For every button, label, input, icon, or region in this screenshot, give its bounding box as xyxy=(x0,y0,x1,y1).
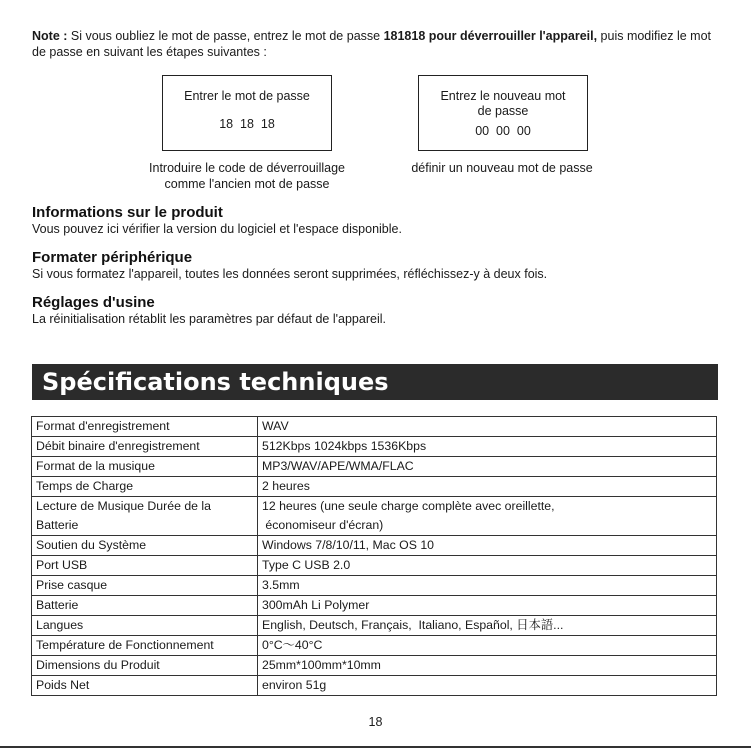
spec-value-line1: 12 heures (une seule charge complète avec oreillette, xyxy=(262,499,555,513)
enter-password-box xyxy=(162,75,332,151)
note-highlight: 181818 pour déverrouiller l'appareil, xyxy=(383,29,598,43)
spec-value: 0°C～40°C xyxy=(258,636,717,656)
spec-label-line2: Batterie xyxy=(36,518,79,532)
spec-label: Format d'enregistrement xyxy=(32,417,258,437)
table-row xyxy=(32,417,717,437)
table-row xyxy=(32,636,717,656)
spec-value-line2: économiseur d'écran) xyxy=(262,518,384,532)
section-title-factory-reset: Réglages d'usine xyxy=(32,294,155,311)
section-title-format: Formater périphérique xyxy=(32,249,193,266)
section-desc-format: Si vous formatez l'appareil, toutes les données seront supprimées, réfléchissez-y à deux fois. xyxy=(32,267,548,281)
spec-table xyxy=(31,416,717,696)
section-desc-factory-reset: La réinitialisation rétablit les paramètres par défaut de l'appareil. xyxy=(32,312,386,326)
spec-value: Windows 7/8/10/11, Mac OS 10 xyxy=(258,536,717,556)
table-row xyxy=(32,576,717,596)
step1-caption: Introduire le code de déverrouillage comme l'ancien mot de passe xyxy=(149,161,345,191)
spec-label: Langues xyxy=(32,616,258,636)
spec-label: Température de Fonctionnement xyxy=(32,636,258,656)
spec-label: Débit binaire d'enregistrement xyxy=(32,437,258,457)
spec-value: Type C USB 2.0 xyxy=(258,556,717,576)
spec-value: environ 51g xyxy=(258,676,717,696)
new-password-box xyxy=(418,75,588,151)
spec-value: English, Deutsch, Français, Italiano, Español, 日本語... xyxy=(258,616,717,636)
spec-value: 3.5mm xyxy=(258,576,717,596)
spec-value: 2 heures xyxy=(258,477,717,497)
new-password-label: Entrez le nouveau mot de passe xyxy=(440,89,566,118)
spec-value: 300mAh Li Polymer xyxy=(258,596,717,616)
specs-banner xyxy=(32,364,718,400)
spec-label: Temps de Charge xyxy=(32,477,258,497)
table-row xyxy=(32,676,717,696)
spec-label: Prise casque xyxy=(32,576,258,596)
table-row xyxy=(32,656,717,676)
spec-label: Soutien du Système xyxy=(32,536,258,556)
bottom-divider xyxy=(0,746,751,748)
spec-label: Format de la musique xyxy=(32,457,258,477)
page-number: 18 xyxy=(368,715,383,729)
table-row xyxy=(32,457,717,477)
section-desc-product-info: Vous pouvez ici vérifier la version du logiciel et l'espace disponible. xyxy=(32,222,402,236)
spec-value xyxy=(258,497,717,536)
spec-value: WAV xyxy=(258,417,717,437)
specs-title: Spécifications techniques xyxy=(42,368,389,396)
spec-label: Poids Net xyxy=(32,676,258,696)
table-row xyxy=(32,477,717,497)
spec-label-line1: Lecture de Musique Durée de la xyxy=(36,499,211,513)
section-title-product-info: Informations sur le produit xyxy=(32,204,223,221)
table-row xyxy=(32,556,717,576)
spec-value: MP3/WAV/APE/WMA/FLAC xyxy=(258,457,717,477)
note-text-after: puis modifiez le mot de passe en suivant les étapes suivantes : xyxy=(32,29,711,59)
spec-value: 25mm*100mm*10mm xyxy=(258,656,717,676)
table-row xyxy=(32,437,717,457)
enter-password-code: 18 18 18 xyxy=(219,117,275,131)
spec-label xyxy=(32,497,258,536)
note-label: Note : xyxy=(32,29,68,43)
step2-caption: définir un nouveau mot de passe xyxy=(411,161,593,175)
table-row xyxy=(32,497,717,536)
table-row xyxy=(32,536,717,556)
enter-password-label: Entrer le mot de passe xyxy=(184,89,310,103)
note-text-before: Si vous oubliez le mot de passe, entrez le mot de passe xyxy=(67,29,384,43)
table-row xyxy=(32,596,717,616)
spec-label: Dimensions du Produit xyxy=(32,656,258,676)
spec-value: 512Kbps 1024kbps 1536Kbps xyxy=(258,437,717,457)
password-note xyxy=(32,28,722,60)
table-row xyxy=(32,616,717,636)
spec-label: Port USB xyxy=(32,556,258,576)
new-password-code: 00 00 00 xyxy=(475,124,531,138)
spec-label: Batterie xyxy=(32,596,258,616)
